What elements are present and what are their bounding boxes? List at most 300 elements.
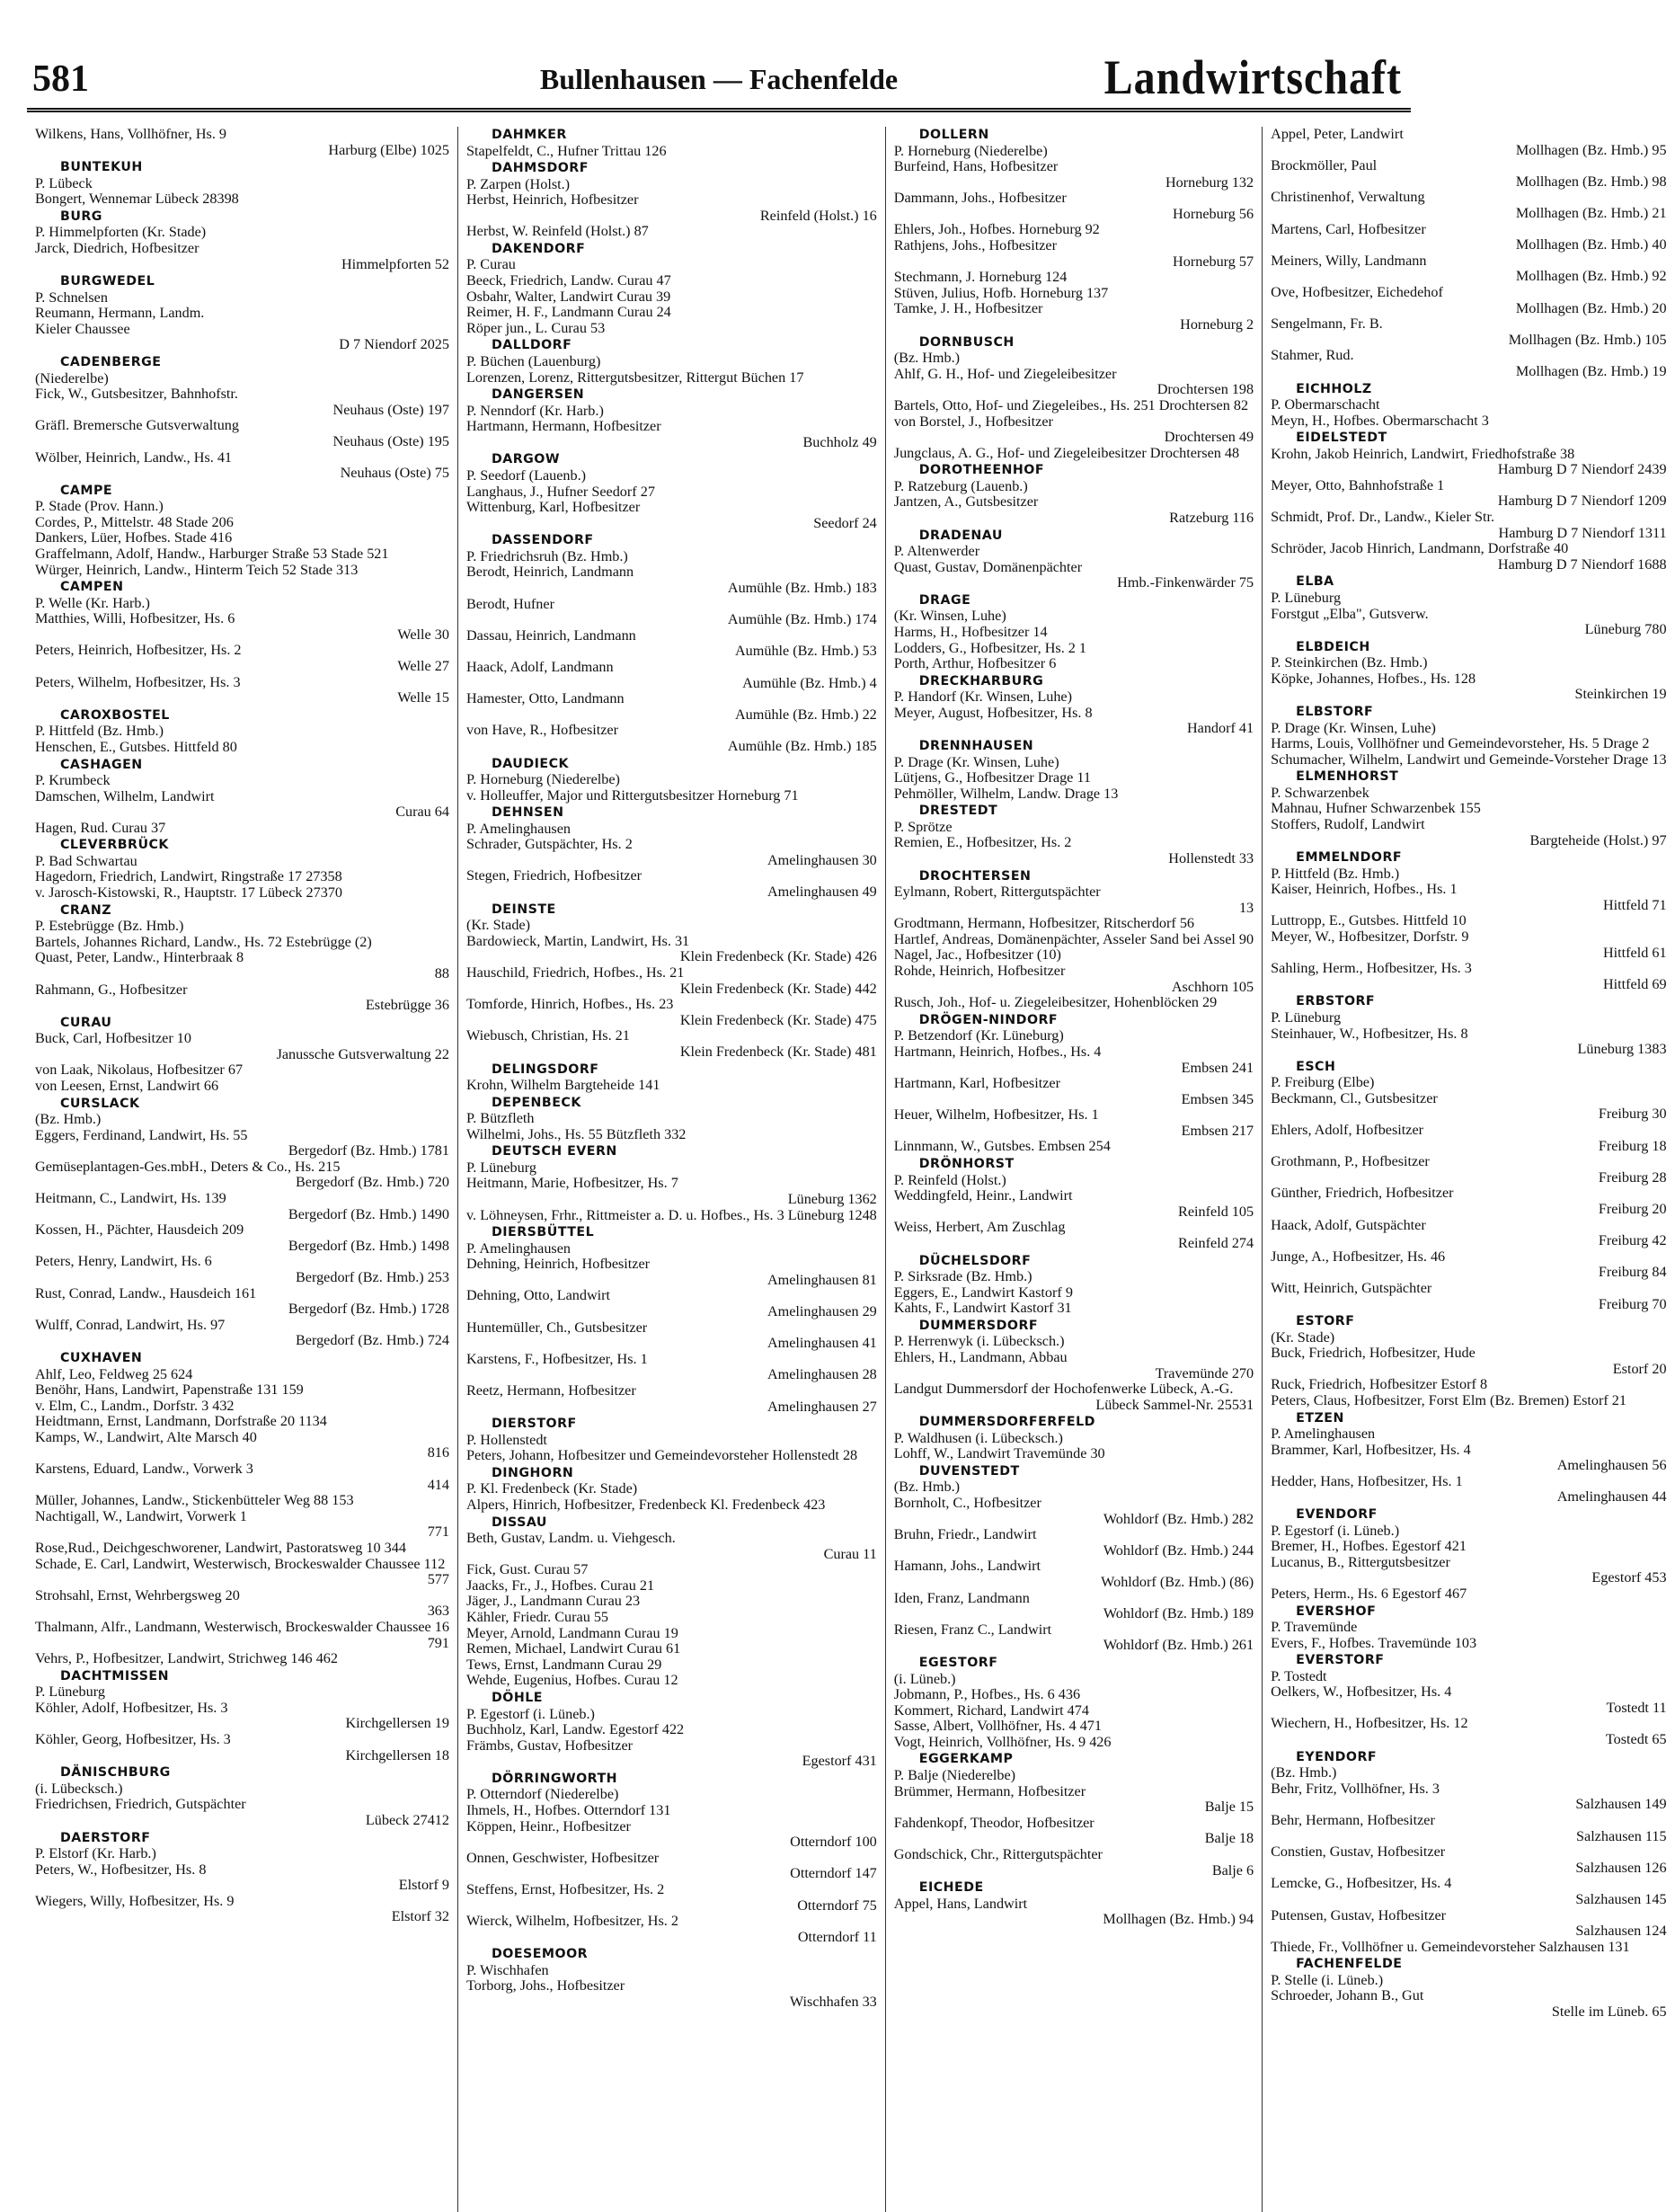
entry-line: Martens, Carl, Hofbesitzer (1271, 220, 1426, 237)
place-entry (466, 1465, 877, 1514)
place-name: EVERSHOF (1296, 1603, 1377, 1619)
entry-line: Jarck, Diedrich, Hofbesitzer (35, 239, 199, 256)
entry-line: Wilhelmi, Johs., Hs. 55 Bützfleth 332 (465, 1125, 687, 1142)
place-entry (1271, 1603, 1666, 1652)
place-name: DEHNSEN (491, 805, 564, 821)
entry-line: Putensen, Gustav, Hofbesitzer (1271, 1906, 1447, 1923)
entry-line: Berodt, Heinrich, Landmann (465, 564, 634, 581)
place-entry (1271, 704, 1666, 768)
entry-line: Kommert, Richard, Landwirt 474 (893, 1701, 1089, 1719)
entry-line: Wittenburg, Karl, Hofbesitzer (465, 499, 641, 516)
place-entry (466, 804, 877, 900)
entry-line: Schröder, Jacob Hinrich, Landmann, Dorfstraße 40 (1271, 540, 1569, 557)
entry-line: Krohn, Wilhelm Bargteheide 141 (465, 1077, 660, 1093)
entry-line: Bruhn, Friedr., Landwirt (893, 1526, 1037, 1543)
entry-line: P. Curau (465, 256, 516, 273)
entry-line: Himmelpforten 52 (341, 255, 449, 272)
entry-line: P. Egestorf (i. Lüneb.) (1271, 1522, 1400, 1539)
entry-line: (Kr. Stade) (1271, 1328, 1335, 1346)
entry-line: P. Friedrichsruh (Bz. Hmb.) (465, 547, 628, 564)
entry-line: Schmidt, Prof. Dr., Landw., Kieler Str. (1271, 509, 1495, 526)
place-entry (894, 738, 1254, 802)
entry-line: Curau 11 (823, 1545, 877, 1562)
entry-line: v. Holleuffer, Major und Rittergutsbesitzer Horneburg 71 (465, 786, 799, 804)
place-entry (35, 1096, 449, 1349)
entry-line: v. Jarosch-Kistowski, R., Hauptstr. 17 Lübeck 27370 (35, 884, 342, 902)
entry-line: Sahling, Herm., Hofbesitzer, Hs. 3 (1271, 960, 1472, 977)
entry-line: Tamke, J. H., Hofbesitzer (893, 300, 1043, 317)
entry-line: Mollhagen (Bz. Hmb.) 92 (1515, 268, 1667, 285)
entry-line: Lemcke, G., Hofbesitzer, Hs. 4 (1271, 1875, 1452, 1892)
entry-line: Mollhagen (Bz. Hmb.) 94 (1103, 1911, 1254, 1928)
entry-line: Mollhagen (Bz. Hmb.) 21 (1515, 204, 1667, 221)
entry-line: Günther, Friedrich, Hofbesitzer (1271, 1185, 1454, 1202)
entry-line: Bremer, H., Hofbes. Egestorf 421 (1271, 1538, 1467, 1555)
place-entry (1271, 993, 1666, 1057)
entry-line: (i. Lübecksch.) (35, 1780, 123, 1797)
entry-line: Otterndorf 147 (790, 1865, 877, 1882)
entry-line: Schroeder, Johann B., Gut (1271, 1987, 1424, 2004)
entry-line: P. Amelinghausen (1271, 1426, 1376, 1443)
entry-line: P. Drage (Kr. Winsen, Luhe) (893, 753, 1059, 770)
entry-line: Mollhagen (Bz. Hmb.) 20 (1515, 299, 1667, 316)
page-number: 581 (32, 58, 89, 100)
entry-line: P. Travemünde (1271, 1619, 1358, 1635)
entry-line: Amelinghausen 81 (767, 1271, 877, 1288)
entry-line: Sengelmann, Fr. B. (1271, 315, 1383, 333)
entry-line: Beckmann, Cl., Gutsbesitzer (1271, 1089, 1438, 1106)
entry-line: Aumühle (Bz. Hmb.) 4 (742, 674, 877, 691)
entry-line: Mollhagen (Bz. Hmb.) 40 (1515, 236, 1667, 253)
entry-line: P. Waldhusen (i. Lübecksch.) (893, 1429, 1063, 1446)
entry-line: Lütjens, G., Hofbesitzer Drage 11 (893, 769, 1091, 786)
entry-line: Strohsahl, Ernst, Wehrbergsweg 20 (35, 1586, 240, 1603)
entry-line: Amelinghausen 44 (1556, 1488, 1667, 1506)
entry-line: Hollenstedt 33 (1168, 849, 1254, 866)
place-entry (894, 462, 1254, 526)
entry-line: P. Egestorf (i. Lüneb.) (465, 1705, 595, 1722)
entry-line: Reimer, H. F., Landmann Curau 24 (465, 304, 671, 321)
entry-line: Lucanus, B., Rittergutsbesitzer (1271, 1553, 1450, 1570)
place-entry (466, 1416, 877, 1464)
entry-line: D 7 Niendorf 2025 (339, 336, 449, 353)
entry-line: Lüneburg 1362 (787, 1190, 877, 1207)
entry-line: Wiechern, H., Hofbesitzer, Hs. 12 (1271, 1715, 1468, 1732)
entry-line: Amelinghausen 28 (767, 1366, 877, 1383)
place-entry (1271, 1410, 1666, 1506)
place-name: BURG (60, 209, 102, 224)
place-entry (1271, 381, 1666, 430)
entry-line: Linnmann, W., Gutsbes. Embsen 254 (893, 1138, 1111, 1155)
entry-line: Salzhausen 145 (1575, 1890, 1667, 1907)
entry-line: Meyn, H., Hofbes. Obermarschacht 3 (1271, 412, 1489, 429)
entry-line: Krohn, Jakob Heinrich, Landwirt, Friedhofstraße 38 (1271, 445, 1575, 462)
place-entry (35, 159, 449, 208)
entry-line: Horneburg 56 (1173, 205, 1254, 222)
entry-line: Stapelfeldt, C., Hufner Trittau 126 (465, 142, 667, 159)
place-entry (466, 1062, 877, 1094)
place-name: DUMMERSDORF (918, 1318, 1039, 1333)
entry-line: Elstorf 32 (391, 1908, 449, 1925)
place-entry (894, 1318, 1254, 1413)
place-entry (35, 837, 449, 901)
place-name: EICHEDE (918, 1880, 984, 1896)
entry-line: 771 (427, 1524, 449, 1541)
place-entry (894, 673, 1254, 737)
place-entry (894, 1253, 1254, 1317)
entry-line: 414 (427, 1476, 449, 1493)
entry-line: P. Obermarschacht (1271, 396, 1380, 413)
entry-line: 577 (427, 1571, 449, 1588)
place-name: DEPENBECK (491, 1095, 581, 1110)
entry-line: Thalmann, Alfr., Landmann, Westerwisch, Brockeswalder Chaussee 16 (35, 1619, 449, 1635)
entry-line: Müller, Johannes, Landw., Stickenbütteler Weg 88 153 (35, 1492, 354, 1509)
place-entry (894, 1879, 1254, 1928)
entry-line: Salzhausen 149 (1575, 1796, 1667, 1813)
entry-line: Heitmann, C., Landwirt, Hs. 139 (35, 1190, 226, 1207)
entry-line: Klein Fredenbeck (Kr. Stade) 475 (679, 1011, 877, 1028)
place-entry (35, 354, 449, 482)
place-entry (35, 1350, 449, 1667)
entry-line: Curau 64 (395, 804, 449, 821)
entry-line: Salzhausen 115 (1576, 1827, 1667, 1844)
place-name: CAMPEN (60, 580, 124, 595)
entry-line: Estorf 20 (1612, 1360, 1667, 1377)
place-entry (1271, 127, 1666, 380)
entry-line: Jungclaus, A. G., Hof- und Ziegeleibesitzer Drochtersen 48 (893, 444, 1240, 461)
entry-line: P. Stelle (i. Lüneb.) (1271, 1971, 1384, 1988)
entry-line: Evers, F., Hofbes. Travemünde 103 (1271, 1634, 1477, 1651)
entry-line: Nagel, Jac., Hofbesitzer (10) (893, 946, 1061, 964)
entry-line: Fahdenkopf, Theodor, Hofbesitzer (893, 1814, 1095, 1831)
place-name: CADENBERGE (60, 355, 162, 370)
entry-line: P. Tostedt (1271, 1667, 1327, 1684)
entry-line: Aumühle (Bz. Hmb.) 183 (727, 579, 877, 596)
entry-line: (Kr. Stade) (465, 917, 531, 934)
place-entry (466, 1143, 877, 1223)
entry-line: Meyer, August, Hofbesitzer, Hs. 8 (893, 704, 1093, 721)
place-entry (894, 1655, 1254, 1750)
entry-line: Schade, E. Carl, Landwirt, Westerwisch, Brockeswalder Chaussee 112 (35, 1555, 446, 1572)
entry-line: Wischhafen 33 (789, 1994, 877, 2010)
entry-line: Amelinghausen 56 (1556, 1457, 1667, 1474)
entry-line: Peters, Herm., Hs. 6 Egestorf 467 (1271, 1585, 1467, 1602)
entry-line: Amelinghausen 29 (767, 1303, 877, 1320)
entry-line: Köpke, Johannes, Hofbes., Hs. 128 (1271, 670, 1476, 687)
entry-line: Freiburg 70 (1598, 1295, 1667, 1312)
place-entry (894, 334, 1254, 462)
entry-line: Wohldorf (Bz. Hmb.) (86) (1101, 1574, 1254, 1591)
entry-line: Hamburg D 7 Niendorf 1311 (1498, 524, 1667, 541)
entry-line: Lübeck 27412 (365, 1811, 449, 1828)
entry-line: Iden, Franz, Landmann (893, 1589, 1030, 1606)
place-name: DÜCHELSDORF (918, 1253, 1032, 1268)
place-entry (35, 483, 449, 578)
place-name: ESTORF (1296, 1314, 1355, 1329)
entry-line: Bergedorf (Bz. Hmb.) 1498 (288, 1237, 449, 1254)
entry-line: Ehlers, H., Landmann, Abbau (893, 1348, 1068, 1365)
entry-line: Gräfl. Bremersche Gutsverwaltung (35, 417, 239, 434)
place-name: EVERSTORF (1296, 1653, 1385, 1668)
place-entry (1271, 1652, 1666, 1747)
entry-line: Stegen, Friedrich, Hofbesitzer (465, 867, 643, 884)
entry-line: Heuer, Wilhelm, Hofbesitzer, Hs. 1 (893, 1106, 1099, 1124)
entry-line: Bongert, Wennemar Lübeck 28398 (35, 191, 239, 208)
entry-line: Bergedorf (Bz. Hmb.) 724 (296, 1332, 449, 1349)
entry-line: P. Ratzeburg (Lauenb.) (893, 477, 1028, 494)
entry-line: Witt, Heinrich, Gutspächter (1271, 1279, 1432, 1296)
directory-column (458, 127, 886, 2212)
place-entry (894, 1463, 1254, 1654)
place-name: CAROXBOSTEL (60, 707, 170, 723)
entry-line: Oelkers, W., Hofbesitzer, Hs. 4 (1271, 1683, 1452, 1701)
entry-line: Balje 15 (1204, 1799, 1254, 1816)
entry-line: Bartels, Johannes Richard, Landw., Hs. 72 Estebrügge (2) (35, 933, 372, 950)
entry-line: Köhler, Georg, Hofbesitzer, Hs. 3 (35, 1731, 231, 1748)
entry-line: Damschen, Wilhelm, Landwirt (35, 787, 215, 804)
place-entry (1271, 849, 1666, 992)
entry-line: Weiss, Herbert, Am Zuschlag (893, 1219, 1066, 1236)
entry-line: Hagedorn, Friedrich, Landwirt, Ringstraße 17 27358 (35, 868, 342, 885)
entry-line: v. Löhneysen, Frhr., Rittmeister a. D. u. Hofbes., Hs. 3 Lüneburg 1248 (465, 1206, 877, 1223)
entry-line: Gemüseplantagen-Ges.mbH., Deters & Co., Hs. 215 (35, 1158, 341, 1175)
entry-line: Buck, Carl, Hofbesitzer 10 (35, 1030, 191, 1047)
entry-line: Hamann, Johs., Landwirt (893, 1558, 1041, 1575)
entry-line: Buck, Friedrich, Hofbesitzer, Hude (1271, 1345, 1476, 1362)
entry-line: Bergedorf (Bz. Hmb.) 1781 (288, 1142, 449, 1159)
entry-line: Sasse, Albert, Vollhöfner, Hs. 4 471 (893, 1718, 1102, 1735)
entry-line: Bergedorf (Bz. Hmb.) 720 (296, 1174, 449, 1191)
entry-line: (Bz. Hmb.) (893, 350, 961, 367)
entry-line: Vogt, Heinrich, Vollhöfner, Hs. 9 426 (893, 1733, 1112, 1750)
entry-line: Torborg, Johs., Hofbesitzer (465, 1977, 625, 1994)
entry-line: Harms, H., Hofbesitzer 14 (893, 623, 1048, 640)
entry-line: (i. Lüneb.) (893, 1670, 956, 1687)
entry-line: P. Otterndorf (Niederelbe) (465, 1786, 619, 1803)
entry-line: Eylmann, Robert, Rittergutspächter (893, 884, 1101, 901)
entry-line: Amelinghausen 30 (767, 851, 877, 868)
entry-line: Peters, W., Hofbesitzer, Hs. 8 (35, 1861, 207, 1878)
entry-line: Brümmer, Hermann, Hofbesitzer (893, 1782, 1086, 1799)
page-header (27, 50, 1411, 112)
entry-line: Lorenzen, Lorenz, Rittergutsbesitzer, Rittergut Büchen 17 (465, 369, 804, 386)
entry-line: Harburg (Elbe) 1025 (328, 141, 449, 158)
place-entry (35, 127, 449, 158)
entry-line: Ahlf, Leo, Feldweg 25 624 (35, 1365, 193, 1382)
entry-line: Peters, Wilhelm, Hofbesitzer, Hs. 3 (35, 673, 241, 690)
place-name: FACHENFELDE (1296, 1957, 1403, 1972)
place-entry (466, 451, 877, 531)
entry-line: Wiegers, Willy, Hofbesitzer, Hs. 9 (35, 1892, 235, 1909)
entry-line: Egestorf 431 (802, 1753, 877, 1770)
place-name: DRÖGEN-NINDORF (918, 1012, 1059, 1027)
entry-line: Lohff, W., Landwirt Travemünde 30 (893, 1445, 1105, 1462)
entry-line: Balje 6 (1211, 1861, 1254, 1879)
place-name: DOESEMOOR (491, 1947, 589, 1962)
place-name: DRECKHARBURG (918, 673, 1044, 688)
entry-line: Otterndorf 75 (797, 1897, 877, 1914)
entry-line: Stelle im Lüneb. 65 (1551, 2003, 1667, 2020)
place-name: DARGOW (491, 452, 561, 467)
entry-line: Dankers, Lüer, Hofbes. Stade 416 (35, 529, 233, 546)
entry-line: Berodt, Hufner (465, 595, 554, 612)
entry-line: Rose,Rud., Deichgeschworener, Landwirt, Pastoratsweg 10 344 (35, 1540, 406, 1557)
entry-line: Ratzeburg 116 (1169, 509, 1254, 526)
entry-line: P. Schwarzenbek (1271, 784, 1369, 801)
entry-line: Appel, Hans, Landwirt (893, 1895, 1028, 1912)
entry-line: Gondschick, Chr., Rittergutspächter (893, 1845, 1103, 1862)
place-entry (894, 528, 1254, 591)
entry-line: Henschen, E., Gutsbes. Hittfeld 80 (35, 738, 237, 755)
place-name: DRENNHAUSEN (918, 739, 1034, 753)
entry-line: Janussche Gutsverwaltung 22 (276, 1045, 449, 1062)
entry-line: von Leesen, Ernst, Landwirt 66 (35, 1078, 219, 1094)
entry-line: Freiburg 18 (1598, 1137, 1667, 1154)
entry-line: Landgut Dummersdorf der Hochofenwerke Lübeck, A.-G. (893, 1381, 1234, 1398)
place-name: BURGWEDEL (60, 274, 155, 289)
entry-line: Hamburg D 7 Niendorf 1209 (1497, 493, 1667, 510)
entry-line: P. Bützfleth (465, 1110, 535, 1127)
place-entry (35, 1668, 449, 1763)
entry-line: P. Schnelsen (35, 289, 108, 306)
entry-line: Grothmann, P., Hofbesitzer (1271, 1153, 1430, 1170)
place-name: DEUTSCH EVERN (491, 1144, 617, 1159)
place-entry (466, 127, 877, 159)
entry-line: P. Handorf (Kr. Winsen, Luhe) (893, 688, 1072, 706)
entry-line: von Laak, Nikolaus, Hofbesitzer 67 (35, 1062, 244, 1079)
place-name: DEINSTE (491, 902, 556, 917)
place-name: EGESTORF (918, 1656, 998, 1670)
place-entry (35, 1830, 449, 1925)
entry-line: v. Elm, C., Landm., Dorfstr. 3 432 (35, 1397, 235, 1414)
directory-column (1263, 127, 1674, 2212)
entry-line: P. Nenndorf (Kr. Harb.) (465, 402, 604, 419)
entry-line: (Bz. Hmb.) (1271, 1764, 1337, 1781)
place-name: DAHMKER (491, 128, 567, 142)
entry-line: Reumann, Hermann, Landm. (35, 305, 205, 322)
place-entry (894, 868, 1254, 1011)
entry-line: P. Betzendorf (Kr. Lüneburg) (893, 1027, 1064, 1044)
entry-line: Steffens, Ernst, Hofbesitzer, Hs. 2 (465, 1880, 665, 1897)
place-entry (466, 241, 877, 336)
place-name: EVENDORF (1296, 1507, 1378, 1523)
entry-line: Mahnau, Hufner Schwarzenbek 155 (1271, 800, 1481, 817)
entry-line: P. Zarpen (Holst.) (465, 175, 571, 192)
entry-line: P. Horneburg (Niederelbe) (893, 142, 1048, 159)
entry-line: Ihmels, H., Hofbes. Otterndorf 131 (465, 1801, 671, 1818)
entry-line: Jantzen, A., Gutsbesitzer (893, 493, 1039, 511)
entry-line: Welle 27 (397, 658, 449, 675)
entry-line: Horneburg 57 (1173, 253, 1254, 270)
entry-line: P. Hittfeld (Bz. Hmb.) (1271, 865, 1400, 882)
place-name: EYENDORF (1296, 1749, 1378, 1764)
entry-line: P. Bad Schwartau (35, 852, 137, 869)
entry-line: Ehlers, Joh., Hofbes. Horneburg 92 (893, 221, 1100, 238)
running-title: Bullenhausen — Fachenfelde (539, 63, 899, 95)
entry-line: Remen, Michael, Landwirt Curau 61 (465, 1640, 681, 1657)
entry-line: P. Lüneburg (465, 1159, 536, 1176)
entry-line: Steinkirchen 19 (1574, 686, 1667, 703)
entry-line: Ehlers, Adolf, Hofbesitzer (1271, 1121, 1424, 1138)
entry-line: Hamburg D 7 Niendorf 2439 (1497, 461, 1667, 478)
entry-line: Wilkens, Hans, Vollhöfner, Hs. 9 (35, 126, 227, 142)
entry-line: Lübeck Sammel-Nr. 25531 (1095, 1396, 1254, 1413)
entry-line: P. Himmelpforten (Kr. Stade) (35, 224, 207, 241)
entry-line: Hauschild, Friedrich, Hofbes., Hs. 21 (465, 964, 685, 981)
entry-line: Karstens, F., Hofbesitzer, Hs. 1 (465, 1350, 648, 1367)
entry-line: Meyer, W., Hofbesitzer, Dorfstr. 9 (1271, 928, 1469, 946)
entry-line: Wölber, Heinrich, Landw., Hs. 41 (35, 449, 233, 466)
place-name: DROCHTERSEN (918, 868, 1032, 884)
entry-line: Stoffers, Rudolf, Landwirt (1271, 815, 1425, 832)
entry-line: Kahts, F., Landwirt Kastorf 31 (893, 1300, 1072, 1317)
entry-line: (Bz. Hmb.) (35, 1111, 102, 1128)
entry-line: Herbst, Heinrich, Hofbesitzer (465, 191, 639, 209)
place-name: DRESTEDT (918, 804, 998, 819)
entry-line: Hittfeld 71 (1602, 896, 1667, 913)
entry-line: Reetz, Hermann, Hofbesitzer (465, 1382, 636, 1399)
place-entry (1271, 430, 1666, 573)
entry-line: Bergedorf (Bz. Hmb.) 253 (296, 1269, 449, 1286)
entry-line: Rust, Conrad, Landw., Hausdeich 161 (35, 1284, 257, 1301)
entry-line: Tomforde, Hinrich, Hofbes., Hs. 23 (465, 996, 674, 1013)
place-entry (466, 1095, 877, 1143)
place-name: DRADENAU (918, 528, 1003, 543)
entry-line: Hedder, Hans, Hofbesitzer, Hs. 1 (1271, 1472, 1463, 1489)
entry-line: Stahmer, Rud. (1271, 347, 1354, 364)
entry-line: Welle 15 (397, 689, 449, 706)
entry-line: Wohldorf (Bz. Hmb.) 189 (1103, 1605, 1254, 1622)
entry-line: Vehrs, P., Hofbesitzer, Landwirt, Strichweg 146 462 (35, 1650, 338, 1667)
entry-line: Langhaus, J., Hufner Seedorf 27 (465, 483, 655, 500)
place-name: DRAGE (918, 592, 971, 608)
entry-line: Bergedorf (Bz. Hmb.) 1490 (288, 1205, 449, 1222)
entry-line: Hittfeld 61 (1602, 944, 1667, 961)
entry-line: Haack, Adolf, Gutspächter (1271, 1216, 1426, 1233)
entry-line: Dammann, Johs., Hofbesitzer (893, 190, 1067, 207)
entry-line: P. Amelinghausen (465, 1239, 571, 1257)
entry-line: Stüven, Julius, Hofb. Horneburg 137 (893, 284, 1109, 301)
place-entry (894, 1156, 1254, 1251)
entry-line: Rathjens, Johs., Hofbesitzer (893, 237, 1057, 254)
entry-line: Bardowieck, Martin, Landwirt, Hs. 31 (465, 932, 690, 949)
entry-line: Brockmöller, Paul (1271, 157, 1378, 174)
entry-line: P. Lüneburg (1271, 1008, 1342, 1026)
entry-line: Kirchgellersen 19 (345, 1715, 449, 1732)
entry-line: P. Seedorf (Lauenb.) (465, 466, 587, 484)
entry-line: Harms, Louis, Vollhöfner und Gemeindevorsteher, Hs. 5 Drage 2 (1271, 735, 1650, 752)
entry-line: Heitmann, Marie, Hofbesitzer, Hs. 7 (465, 1175, 678, 1192)
entry-line: Drochtersen 198 (1157, 381, 1254, 398)
entry-line: Kossen, H., Pächter, Hausdeich 209 (35, 1221, 244, 1239)
entry-line: 88 (434, 964, 449, 982)
place-name: DOROTHEENHOF (918, 463, 1045, 478)
entry-line: Kähler, Friedr. Curau 55 (465, 1609, 609, 1626)
entry-line: P. Reinfeld (Holst.) (893, 1171, 1006, 1188)
entry-line: Hartmann, Karl, Hofbesitzer (893, 1075, 1060, 1092)
entry-line: Welle 30 (397, 626, 449, 643)
entry-line: Amelinghausen 49 (767, 884, 877, 901)
entry-line: Luttropp, E., Gutsbes. Hittfeld 10 (1271, 912, 1467, 929)
entry-line: P. Herrenwyk (i. Lübecksch.) (893, 1333, 1065, 1350)
place-name: DUVENSTEDT (918, 1463, 1020, 1479)
place-entry (35, 209, 449, 272)
place-entry (894, 803, 1254, 866)
entry-line: 791 (427, 1634, 449, 1651)
entry-line: Constien, Gustav, Hofbesitzer (1271, 1843, 1446, 1861)
entry-line: Benöhr, Hans, Landwirt, Papenstraße 131 159 (35, 1381, 304, 1399)
entry-line: P. Lüneburg (1271, 589, 1342, 606)
